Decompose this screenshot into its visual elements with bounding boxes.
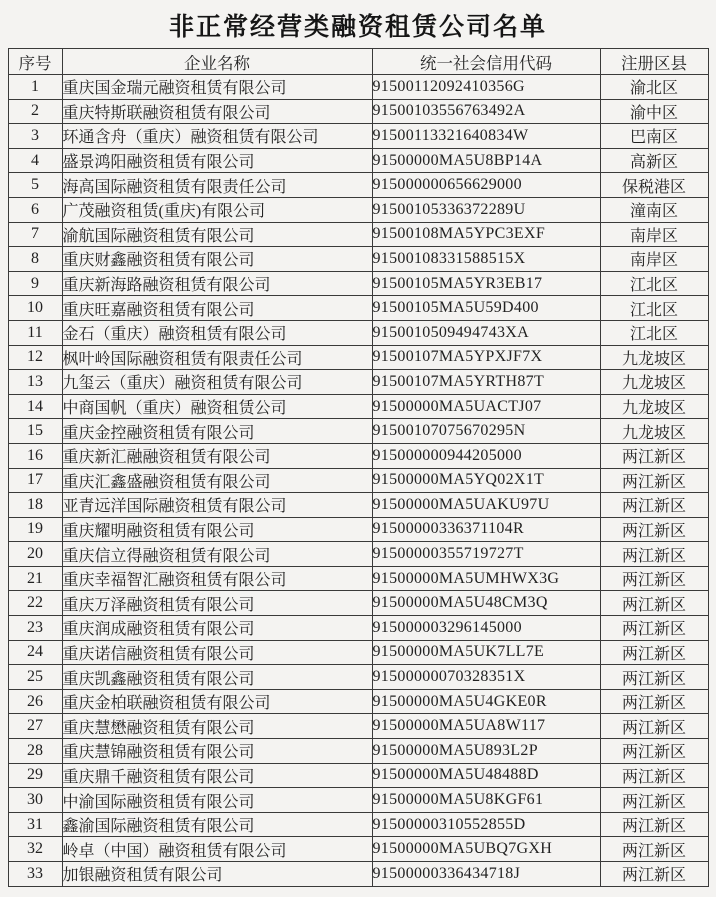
credit-code-cell: 91500000MA5UK7LL7E	[372, 640, 600, 665]
table-row	[8, 443, 708, 468]
table-row	[8, 763, 708, 788]
credit-code-cell: 91500000336371104R	[372, 517, 600, 542]
company-name-cell: 重庆新汇融融资租赁有限公司	[62, 443, 372, 468]
table-row	[8, 739, 708, 764]
serial-number-cell: 17	[8, 468, 62, 493]
credit-code-cell: 91500000070328351X	[372, 665, 600, 690]
company-name-cell: 中商国帆（重庆）融资租赁公司	[62, 394, 372, 419]
credit-code-cell: 91500000MA5U8BP14A	[372, 148, 600, 173]
table-row	[8, 222, 708, 247]
district-cell: 两江新区	[600, 763, 708, 788]
district-cell: 巴南区	[600, 124, 708, 149]
company-name-cell: 加银融资租赁有限公司	[62, 862, 372, 887]
district-cell: 九龙坡区	[600, 370, 708, 395]
table-row	[8, 419, 708, 444]
serial-number-cell: 4	[8, 148, 62, 173]
serial-number-cell: 13	[8, 370, 62, 395]
credit-code-cell: 9150010509494743XA	[372, 320, 600, 345]
serial-number-cell: 29	[8, 763, 62, 788]
credit-code-cell: 91500000MA5YQ02X1T	[372, 468, 600, 493]
serial-number-cell: 28	[8, 739, 62, 764]
company-name-cell: 重庆诺信融资租赁有限公司	[62, 640, 372, 665]
district-cell: 两江新区	[600, 542, 708, 567]
table-row	[8, 296, 708, 321]
serial-number-cell: 14	[8, 394, 62, 419]
credit-code-cell: 91500000MA5UACTJ07	[372, 394, 600, 419]
company-name-cell: 重庆特斯联融资租赁有限公司	[62, 99, 372, 124]
company-name-cell: 重庆金柏联融资租赁有限公司	[62, 689, 372, 714]
district-cell: 两江新区	[600, 788, 708, 813]
district-cell: 两江新区	[600, 837, 708, 862]
serial-number-cell: 24	[8, 640, 62, 665]
district-cell: 两江新区	[600, 640, 708, 665]
district-cell: 渝中区	[600, 99, 708, 124]
company-name-cell: 重庆润成融资租赁有限公司	[62, 616, 372, 641]
serial-number-cell: 20	[8, 542, 62, 567]
company-name-cell: 岭卓（中国）融资租赁有限公司	[62, 837, 372, 862]
table-row	[8, 99, 708, 124]
table-body	[8, 75, 708, 887]
district-cell: 南岸区	[600, 222, 708, 247]
district-cell: 潼南区	[600, 197, 708, 222]
serial-number-cell: 22	[8, 591, 62, 616]
serial-number-cell: 8	[8, 247, 62, 272]
serial-number-cell: 18	[8, 493, 62, 518]
table-row	[8, 124, 708, 149]
credit-code-cell: 91500103556763492A	[372, 99, 600, 124]
company-table	[8, 48, 709, 887]
table-row	[8, 837, 708, 862]
district-cell: 两江新区	[600, 714, 708, 739]
serial-number-cell: 6	[8, 197, 62, 222]
credit-code-cell: 91500000MA5UMHWX3G	[372, 566, 600, 591]
credit-code-cell: 915000000944205000	[372, 443, 600, 468]
credit-code-cell: 91500000MA5UBQ7GXH	[372, 837, 600, 862]
district-cell: 江北区	[600, 296, 708, 321]
company-name-cell: 重庆财鑫融资租赁有限公司	[62, 247, 372, 272]
district-cell: 高新区	[600, 148, 708, 173]
page-title: 非正常经营类融资租赁公司名单	[168, 14, 547, 41]
credit-code-cell: 91500000310552855D	[372, 812, 600, 837]
company-name-cell: 广茂融资租赁(重庆)有限公司	[62, 197, 372, 222]
district-cell: 两江新区	[600, 689, 708, 714]
serial-number-cell: 3	[8, 124, 62, 149]
company-name-cell: 重庆幸福智汇融资租赁有限公司	[62, 566, 372, 591]
district-cell: 两江新区	[600, 739, 708, 764]
header-serial-number: 序号	[8, 49, 62, 75]
table-row	[8, 665, 708, 690]
serial-number-cell: 21	[8, 566, 62, 591]
company-name-cell: 鑫渝国际融资租赁有限公司	[62, 812, 372, 837]
credit-code-cell: 91500105MA5U59D400	[372, 296, 600, 321]
table-row	[8, 591, 708, 616]
serial-number-cell: 30	[8, 788, 62, 813]
credit-code-cell: 91500107MA5YPXJF7X	[372, 345, 600, 370]
company-name-cell: 重庆鼎千融资租赁有限公司	[62, 763, 372, 788]
serial-number-cell: 27	[8, 714, 62, 739]
credit-code-cell: 91500108331588515X	[372, 247, 600, 272]
company-name-cell: 金石（重庆）融资租赁有限公司	[62, 320, 372, 345]
district-cell: 两江新区	[600, 566, 708, 591]
table-row	[8, 75, 708, 100]
table-row	[8, 173, 708, 198]
district-cell: 两江新区	[600, 665, 708, 690]
table-row	[8, 616, 708, 641]
company-name-cell: 枫叶岭国际融资租赁有限责任公司	[62, 345, 372, 370]
company-name-cell: 九玺云（重庆）融资租赁有限公司	[62, 370, 372, 395]
credit-code-cell: 915000000656629000	[372, 173, 600, 198]
table-row	[8, 862, 708, 887]
district-cell: 两江新区	[600, 468, 708, 493]
credit-code-cell: 91500113321640834W	[372, 124, 600, 149]
credit-code-cell: 91500000336434718J	[372, 862, 600, 887]
credit-code-cell: 91500108MA5YPC3EXF	[372, 222, 600, 247]
company-name-cell: 重庆新海路融资租赁有限公司	[62, 271, 372, 296]
credit-code-cell: 91500105336372289U	[372, 197, 600, 222]
company-name-cell: 重庆耀明融资租赁有限公司	[62, 517, 372, 542]
serial-number-cell: 9	[8, 271, 62, 296]
credit-code-cell: 91500107075670295N	[372, 419, 600, 444]
serial-number-cell: 5	[8, 173, 62, 198]
serial-number-cell: 16	[8, 443, 62, 468]
district-cell: 九龙坡区	[600, 419, 708, 444]
header-company-name: 企业名称	[62, 49, 372, 75]
serial-number-cell: 15	[8, 419, 62, 444]
table-row	[8, 493, 708, 518]
district-cell: 南岸区	[600, 247, 708, 272]
table-row	[8, 517, 708, 542]
table-row	[8, 320, 708, 345]
district-cell: 九龙坡区	[600, 345, 708, 370]
district-cell: 保税港区	[600, 173, 708, 198]
district-cell: 江北区	[600, 320, 708, 345]
district-cell: 两江新区	[600, 517, 708, 542]
credit-code-cell: 91500000355719727T	[372, 542, 600, 567]
company-name-cell: 重庆信立得融资租赁有限公司	[62, 542, 372, 567]
district-cell: 渝北区	[600, 75, 708, 100]
district-cell: 两江新区	[600, 493, 708, 518]
table-row	[8, 640, 708, 665]
district-cell: 九龙坡区	[600, 394, 708, 419]
company-name-cell: 重庆旺嘉融资租赁有限公司	[62, 296, 372, 321]
table-row	[8, 394, 708, 419]
serial-number-cell: 23	[8, 616, 62, 641]
company-name-cell: 中渝国际融资租赁有限公司	[62, 788, 372, 813]
credit-code-cell: 91500000MA5U48CM3Q	[372, 591, 600, 616]
company-name-cell: 环通含舟（重庆）融资租赁有限公司	[62, 124, 372, 149]
company-name-cell: 海高国际融资租赁有限责任公司	[62, 173, 372, 198]
company-name-cell: 重庆慧懋融资租赁有限公司	[62, 714, 372, 739]
credit-code-cell: 91500107MA5YRTH87T	[372, 370, 600, 395]
district-cell: 两江新区	[600, 812, 708, 837]
company-name-cell: 重庆慧锦融资租赁有限公司	[62, 739, 372, 764]
header-credit-code: 统一社会信用代码	[372, 49, 600, 75]
serial-number-cell: 25	[8, 665, 62, 690]
credit-code-cell: 91500000MA5UA8W117	[372, 714, 600, 739]
table-row	[8, 148, 708, 173]
serial-number-cell: 32	[8, 837, 62, 862]
serial-number-cell: 26	[8, 689, 62, 714]
district-cell: 两江新区	[600, 443, 708, 468]
serial-number-cell: 19	[8, 517, 62, 542]
serial-number-cell: 7	[8, 222, 62, 247]
company-name-cell: 重庆万泽融资租赁有限公司	[62, 591, 372, 616]
table-row	[8, 468, 708, 493]
table-row	[8, 197, 708, 222]
serial-number-cell: 10	[8, 296, 62, 321]
header-district: 注册区县	[600, 49, 708, 75]
credit-code-cell: 91500000MA5U48488D	[372, 763, 600, 788]
company-name-cell: 重庆金控融资租赁有限公司	[62, 419, 372, 444]
table-row	[8, 345, 708, 370]
district-cell: 两江新区	[600, 862, 708, 887]
table-row	[8, 271, 708, 296]
credit-code-cell: 91500000MA5UAKU97U	[372, 493, 600, 518]
company-name-cell: 重庆凯鑫融资租赁有限公司	[62, 665, 372, 690]
serial-number-cell: 2	[8, 99, 62, 124]
table-row	[8, 689, 708, 714]
district-cell: 江北区	[600, 271, 708, 296]
district-cell: 两江新区	[600, 616, 708, 641]
credit-code-cell: 91500000MA5U893L2P	[372, 739, 600, 764]
table-row	[8, 714, 708, 739]
company-name-cell: 亚青远洋国际融资租赁有限公司	[62, 493, 372, 518]
table-row	[8, 788, 708, 813]
company-name-cell: 重庆国金瑞元融资租赁有限公司	[62, 75, 372, 100]
table-row	[8, 247, 708, 272]
serial-number-cell: 1	[8, 75, 62, 100]
table-row	[8, 370, 708, 395]
credit-code-cell: 915000003296145000	[372, 616, 600, 641]
serial-number-cell: 33	[8, 862, 62, 887]
table-header-row	[8, 49, 708, 75]
serial-number-cell: 11	[8, 320, 62, 345]
credit-code-cell: 91500112092410356G	[372, 75, 600, 100]
district-cell: 两江新区	[600, 591, 708, 616]
serial-number-cell: 31	[8, 812, 62, 837]
company-name-cell: 渝航国际融资租赁有限公司	[62, 222, 372, 247]
serial-number-cell: 12	[8, 345, 62, 370]
company-name-cell: 重庆汇鑫盛融资租赁有限公司	[62, 468, 372, 493]
table-row	[8, 566, 708, 591]
credit-code-cell: 91500000MA5U8KGF61	[372, 788, 600, 813]
credit-code-cell: 91500000MA5U4GKE0R	[372, 689, 600, 714]
table-row	[8, 812, 708, 837]
company-name-cell: 盛景鸿阳融资租赁有限公司	[62, 148, 372, 173]
credit-code-cell: 91500105MA5YR3EB17	[372, 271, 600, 296]
table-row	[8, 542, 708, 567]
